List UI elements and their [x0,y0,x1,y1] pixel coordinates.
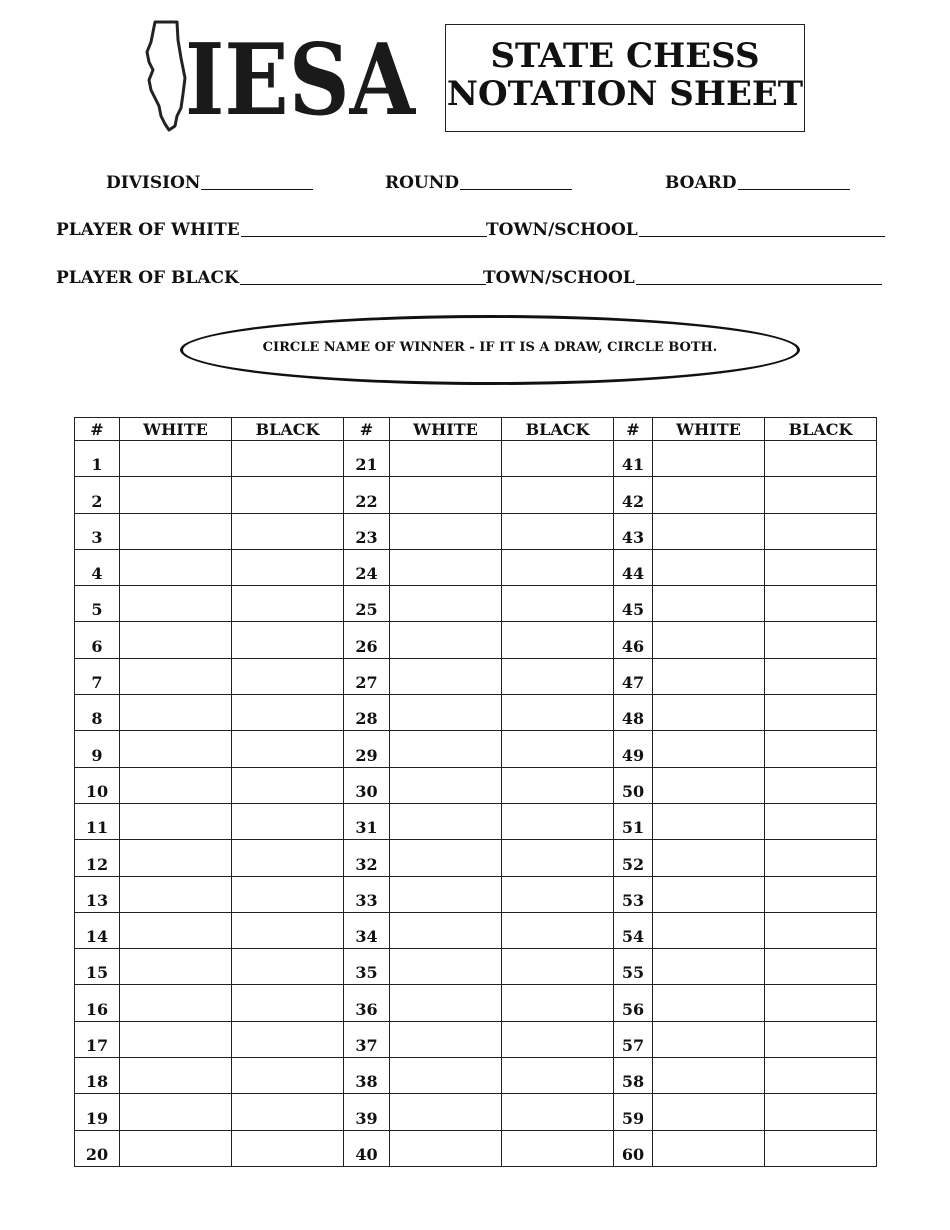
white-move-cell[interactable] [120,803,232,839]
white-move-cell[interactable] [120,441,232,477]
white-move-cell[interactable] [120,477,232,513]
table-row [75,767,877,803]
round-field[interactable] [385,173,572,193]
black-move-cell[interactable] [765,803,877,839]
black-move-cell[interactable] [502,586,614,622]
white-move-cell[interactable] [653,441,765,477]
black-move-cell[interactable] [765,441,877,477]
move-number: 24 [344,549,390,585]
black-move-cell[interactable] [232,840,344,876]
black-move-cell[interactable] [232,767,344,803]
move-number: 42 [614,477,653,513]
white-move-cell[interactable] [390,1094,502,1130]
white-move-cell[interactable] [653,912,765,948]
black-move-cell[interactable] [765,695,877,731]
black-move-cell[interactable] [765,985,877,1021]
move-number: 35 [344,949,390,985]
black-move-cell[interactable] [502,658,614,694]
move-number: 30 [344,767,390,803]
black-move-cell[interactable] [502,1094,614,1130]
black-move-cell[interactable] [502,985,614,1021]
white-move-cell[interactable] [120,1130,232,1166]
move-number: 33 [344,876,390,912]
move-number: 6 [75,622,120,658]
white-move-cell[interactable] [390,767,502,803]
black-move-cell[interactable] [502,1021,614,1057]
white-move-cell[interactable] [390,586,502,622]
town-school-white-line[interactable] [639,235,885,237]
move-number: 54 [614,912,653,948]
black-move-cell[interactable] [502,549,614,585]
white-move-cell[interactable] [120,1058,232,1094]
move-number: 10 [75,767,120,803]
move-number: 49 [614,731,653,767]
logo-text: IESA [185,23,417,138]
white-move-cell[interactable] [653,695,765,731]
black-move-cell[interactable] [232,441,344,477]
header-white: WHITE [120,418,232,441]
illinois-state-icon [145,20,420,138]
white-move-cell[interactable] [653,1094,765,1130]
white-move-cell[interactable] [653,1130,765,1166]
title-line-1: STATE CHESS [490,36,760,76]
black-move-cell[interactable] [765,586,877,622]
move-number: 17 [75,1021,120,1057]
title-line-2: NOTATION SHEET [446,74,804,114]
move-number: 38 [344,1058,390,1094]
division-field[interactable] [106,173,313,193]
black-move-cell[interactable] [765,949,877,985]
table-row [75,658,877,694]
white-move-cell[interactable] [390,477,502,513]
move-number: 4 [75,549,120,585]
table-row [75,876,877,912]
white-move-cell[interactable] [120,622,232,658]
black-move-cell[interactable] [232,658,344,694]
move-number: 47 [614,658,653,694]
player-white-line[interactable] [241,235,487,237]
move-number: 23 [344,513,390,549]
black-move-cell[interactable] [765,549,877,585]
white-move-cell[interactable] [653,513,765,549]
move-number: 37 [344,1021,390,1057]
table-row [75,1130,877,1166]
white-move-cell[interactable] [120,695,232,731]
move-number: 16 [75,985,120,1021]
move-number: 51 [614,803,653,839]
division-line[interactable] [201,188,313,190]
table-row [75,586,877,622]
black-move-cell[interactable] [765,622,877,658]
move-number: 53 [614,876,653,912]
white-move-cell[interactable] [390,803,502,839]
move-number: 52 [614,840,653,876]
player-black-label: PLAYER OF BLACK [56,268,239,288]
white-move-cell[interactable] [120,658,232,694]
black-move-cell[interactable] [232,803,344,839]
header-white: WHITE [653,418,765,441]
move-number: 48 [614,695,653,731]
header-move-number: # [614,418,653,441]
move-number: 60 [614,1130,653,1166]
white-move-cell[interactable] [390,1021,502,1057]
black-move-cell[interactable] [232,1094,344,1130]
black-move-cell[interactable] [502,622,614,658]
white-move-cell[interactable] [390,876,502,912]
move-number: 1 [75,441,120,477]
black-move-cell[interactable] [232,985,344,1021]
black-move-cell[interactable] [232,1021,344,1057]
move-number: 39 [344,1094,390,1130]
black-move-cell[interactable] [502,767,614,803]
white-move-cell[interactable] [120,549,232,585]
white-move-cell[interactable] [120,586,232,622]
black-move-cell[interactable] [232,477,344,513]
move-number: 29 [344,731,390,767]
white-move-cell[interactable] [653,731,765,767]
white-move-cell[interactable] [653,586,765,622]
white-move-cell[interactable] [120,731,232,767]
move-number: 41 [614,441,653,477]
board-label: BOARD [665,173,737,193]
black-move-cell[interactable] [232,622,344,658]
move-number: 46 [614,622,653,658]
black-move-cell[interactable] [502,803,614,839]
table-row [75,840,877,876]
move-number: 13 [75,876,120,912]
white-move-cell[interactable] [390,658,502,694]
black-move-cell[interactable] [765,767,877,803]
white-move-cell[interactable] [653,803,765,839]
black-move-cell[interactable] [502,840,614,876]
table-row [75,549,877,585]
black-move-cell[interactable] [502,441,614,477]
black-move-cell[interactable] [502,731,614,767]
table-row [75,912,877,948]
move-table [74,417,877,1167]
black-move-cell[interactable] [502,912,614,948]
white-move-cell[interactable] [390,912,502,948]
table-header-row [75,418,877,441]
white-move-cell[interactable] [390,731,502,767]
move-number: 40 [344,1130,390,1166]
black-move-cell[interactable] [232,731,344,767]
town-school-black-field[interactable] [483,268,882,288]
black-move-cell[interactable] [232,912,344,948]
white-move-cell[interactable] [390,949,502,985]
white-move-cell[interactable] [120,1021,232,1057]
move-number: 21 [344,441,390,477]
white-move-cell[interactable] [120,949,232,985]
move-number: 59 [614,1094,653,1130]
move-number: 31 [344,803,390,839]
white-move-cell[interactable] [390,549,502,585]
table-row [75,949,877,985]
white-move-cell[interactable] [653,840,765,876]
black-move-cell[interactable] [232,1058,344,1094]
black-move-cell[interactable] [765,477,877,513]
black-move-cell[interactable] [502,513,614,549]
move-number: 55 [614,949,653,985]
header-black: BLACK [502,418,614,441]
black-move-cell[interactable] [502,949,614,985]
header-move-number: # [75,418,120,441]
white-move-cell[interactable] [390,985,502,1021]
black-move-cell[interactable] [765,1130,877,1166]
white-move-cell[interactable] [653,477,765,513]
round-label: ROUND [385,173,460,193]
white-move-cell[interactable] [653,949,765,985]
white-move-cell[interactable] [653,985,765,1021]
move-number: 2 [75,477,120,513]
black-move-cell[interactable] [232,695,344,731]
black-move-cell[interactable] [232,586,344,622]
move-number: 12 [75,840,120,876]
table-row [75,441,877,477]
winner-instruction-text: CIRCLE NAME OF WINNER - IF IT IS A DRAW, CIRCLE BOTH. [262,339,718,355]
player-white-label: PLAYER OF WHITE [56,220,240,240]
header-black: BLACK [232,418,344,441]
white-move-cell[interactable] [120,912,232,948]
move-number: 26 [344,622,390,658]
move-number: 28 [344,695,390,731]
round-line[interactable] [460,188,572,190]
move-number: 50 [614,767,653,803]
move-number: 58 [614,1058,653,1094]
black-move-cell[interactable] [765,1058,877,1094]
black-move-cell[interactable] [765,731,877,767]
white-move-cell[interactable] [390,441,502,477]
white-move-cell[interactable] [120,985,232,1021]
division-label: DIVISION [106,173,201,193]
table-row [75,731,877,767]
move-number: 11 [75,803,120,839]
black-move-cell[interactable] [502,1130,614,1166]
move-number: 8 [75,695,120,731]
table-row [75,695,877,731]
black-move-cell[interactable] [502,695,614,731]
move-number: 25 [344,586,390,622]
table-row [75,1094,877,1130]
board-field[interactable] [665,173,850,193]
black-move-cell[interactable] [232,549,344,585]
move-number: 22 [344,477,390,513]
town-school-white-label: TOWN/SCHOOL [486,220,638,240]
move-number: 7 [75,658,120,694]
player-black-field[interactable] [56,268,486,288]
move-number: 14 [75,912,120,948]
white-move-cell[interactable] [653,1058,765,1094]
black-move-cell[interactable] [765,840,877,876]
move-number: 44 [614,549,653,585]
move-number: 43 [614,513,653,549]
move-number: 57 [614,1021,653,1057]
white-move-cell[interactable] [653,658,765,694]
board-line[interactable] [738,188,850,190]
white-move-cell[interactable] [390,1130,502,1166]
white-move-cell[interactable] [390,1058,502,1094]
white-move-cell[interactable] [390,695,502,731]
move-number: 34 [344,912,390,948]
move-number: 19 [75,1094,120,1130]
white-move-cell[interactable] [653,1021,765,1057]
black-move-cell[interactable] [502,477,614,513]
player-black-line[interactable] [240,283,486,285]
black-move-cell[interactable] [502,1058,614,1094]
move-number: 9 [75,731,120,767]
black-move-cell[interactable] [232,1130,344,1166]
black-move-cell[interactable] [502,876,614,912]
move-number: 3 [75,513,120,549]
move-number: 18 [75,1058,120,1094]
black-move-cell[interactable] [232,876,344,912]
table-row [75,513,877,549]
town-school-black-label: TOWN/SCHOOL [483,268,635,288]
town-school-white-field[interactable] [486,220,885,240]
table-row [75,622,877,658]
black-move-cell[interactable] [765,658,877,694]
move-number: 56 [614,985,653,1021]
move-number: 27 [344,658,390,694]
table-row [75,803,877,839]
white-move-cell[interactable] [390,840,502,876]
white-move-cell[interactable] [653,767,765,803]
player-white-field[interactable] [56,220,487,240]
white-move-cell[interactable] [390,622,502,658]
move-number: 45 [614,586,653,622]
white-move-cell[interactable] [120,513,232,549]
black-move-cell[interactable] [765,513,877,549]
move-number: 5 [75,586,120,622]
move-number: 20 [75,1130,120,1166]
table-row [75,1058,877,1094]
white-move-cell[interactable] [120,840,232,876]
black-move-cell[interactable] [765,1021,877,1057]
title-box [445,24,805,132]
white-move-cell[interactable] [653,549,765,585]
white-move-cell[interactable] [653,876,765,912]
black-move-cell[interactable] [765,1094,877,1130]
table-row [75,1021,877,1057]
white-move-cell[interactable] [120,1094,232,1130]
move-number: 36 [344,985,390,1021]
white-move-cell[interactable] [120,876,232,912]
black-move-cell[interactable] [232,513,344,549]
header-white: WHITE [390,418,502,441]
table-row [75,477,877,513]
white-move-cell[interactable] [120,767,232,803]
header-move-number: # [344,418,390,441]
move-number: 15 [75,949,120,985]
header-black: BLACK [765,418,877,441]
white-move-cell[interactable] [653,622,765,658]
black-move-cell[interactable] [232,949,344,985]
winner-instruction-ellipse [180,315,800,385]
white-move-cell[interactable] [390,513,502,549]
move-number: 32 [344,840,390,876]
black-move-cell[interactable] [765,912,877,948]
iesa-logo [145,20,420,138]
black-move-cell[interactable] [765,876,877,912]
table-row [75,985,877,1021]
town-school-black-line[interactable] [636,283,882,285]
